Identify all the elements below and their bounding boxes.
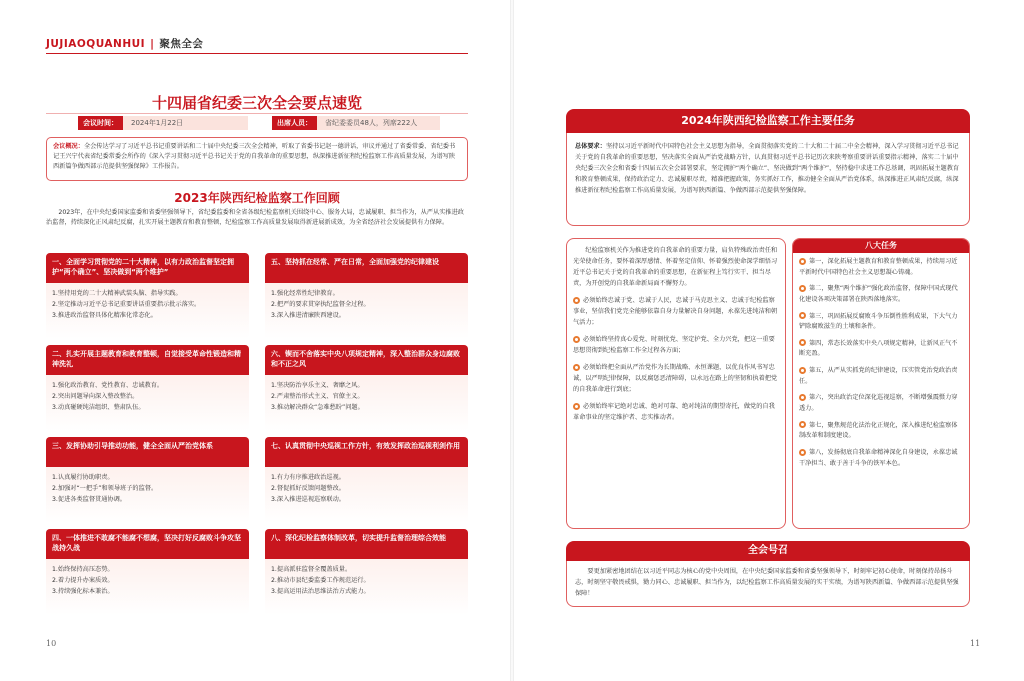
card-title: 七、认真贯彻中央巡视工作方针，有效发挥政治巡视利剑作用 <box>265 437 468 467</box>
review-text: 2023年，在中央纪委国家监委和省委坚强领导下，省纪委监委和全省各级纪检监察机关围绕中心、服务大局，忠诚履职、担当作为，从严从实推进政治监督，持续深化正风肃纪反腐，扎实开展主题教育和教育整顿，纪检监察工作高质量发展取得新进展新成效，为全省经济社会发展提供有力保障。 <box>46 209 464 226</box>
card-item: 2.把严的要求贯穿执纪监督全过程。 <box>271 301 370 308</box>
card-item: 1.提高派驻监督全覆盖质量。 <box>271 566 352 573</box>
card-item: 3.动真碰硬纯洁组织、整肃队伍。 <box>52 404 145 411</box>
bullet-circle-icon <box>573 364 580 371</box>
task-item: 第六，突出政治定位深化巡视巡察，不断增强震慑力穿透力。 <box>799 394 958 412</box>
summary-label: 会议概况： <box>53 143 84 150</box>
principle-item: 必须始终牢记绝对忠诚、绝对可靠、绝对纯洁的期望寄托，做党的自我革命事业的坚定维护者、忠实推动者。 <box>573 403 775 421</box>
card-title: 六、锲而不舍落实中央八项规定精神，深入整治群众身边腐败和不正之风 <box>265 345 468 375</box>
card-item: 1.强化政治教育、党性教育、忠诚教育。 <box>52 382 164 389</box>
eight-tasks-title: 八大任务 <box>793 239 969 253</box>
card-title: 八、深化纪检监察体制改革，切实提升监督治理综合效能 <box>265 529 468 559</box>
card-title: 三、发挥协助引导推动功能，健全全面从严治党体系 <box>46 437 249 467</box>
review-card-2 <box>46 345 249 431</box>
task-item: 第三，巩固拓展反腐败斗争压倒性胜利成果，下大气力铲除腐败滋生的土壤和条件。 <box>799 312 958 331</box>
page-number-right: 11 <box>970 639 981 648</box>
task-item: 第四，常态长效落实中央八项规定精神，让新风正气不断充盈。 <box>799 339 958 358</box>
meeting-summary <box>46 137 468 181</box>
call-title: 全会号召 <box>566 541 970 561</box>
title-rule <box>46 113 468 114</box>
attendees-bar <box>272 116 440 130</box>
principle-item: 必须始终把全面从严治党作为长期战略、永恒课题，以优良作风书写忠诚，以严明纪律保障，以反腐惩恶清障碍，以永远在路上的坚韧和执着把党的自我革命进行到底； <box>573 364 778 393</box>
card-title: 五、坚持抓在经常、严在日常，全面加强党的纪律建设 <box>265 253 468 283</box>
bullet-circle-icon <box>799 258 806 265</box>
card-item: 1.认真履行协助职责。 <box>52 474 114 481</box>
self-revolution-box <box>566 238 786 529</box>
card-item: 2.督促抓好反馈问题整改。 <box>271 485 345 492</box>
review-card-6 <box>265 345 468 431</box>
call-text: 要更加紧密地团结在以习近平同志为核心的党中央周围，在中央纪委国家监委和省委坚强领导下，时刻牢记初心使命，时刻保持昂扬斗志，时刻坚守敬畏戒惧，勠力同心、忠诚履职、担当作为，以纪检监察工作高质量发展的实干实绩，为谱写陕西新篇、争做西部示范提供坚强保障！ <box>566 561 970 607</box>
card-item: 3.持续强化标本兼治。 <box>52 588 114 595</box>
bullet-circle-icon <box>799 285 806 292</box>
card-title: 二、扎实开展主题教育和教育整顿，自觉接受革命性锻造和精神洗礼 <box>46 345 249 375</box>
book-spine <box>510 0 514 681</box>
task-item: 第一，深化拓展主题教育和教育整顿成果，持续用习近平新时代中国特色社会主义思想凝心铸魂。 <box>799 258 958 276</box>
card-title: 四、一体推进不敢腐不能腐不想腐，坚决打好反腐败斗争攻坚战持久战 <box>46 529 249 559</box>
bullet-circle-icon <box>573 336 580 343</box>
card-item: 2.严肃整治形式主义、官僚主义。 <box>271 393 364 400</box>
bullet-circle-icon <box>799 421 806 428</box>
review-card-1 <box>46 253 249 339</box>
review-card-3 <box>46 437 249 523</box>
header-rule <box>46 53 468 54</box>
review-card-8 <box>265 529 468 615</box>
card-item: 3.推进政治监督具体化精准化常态化。 <box>52 312 157 319</box>
bullet-circle-icon <box>573 297 580 304</box>
self-revolution-intro: 纪检监察机关作为推进党的自我革命的重要力量，肩负特殊政治责任和光荣使命任务，要怀着深厚感情、怀着坚定信仰、怀着强烈使命深学细悟习近平总书记关于党的自我革命的重要思想，在新征程上笃行实干、担当尽责，为开创党的自我革命新局面不懈努力。 <box>573 247 778 287</box>
review-card-5 <box>265 253 468 339</box>
card-item: 3.深入推进清廉陕西建设。 <box>271 312 345 319</box>
left-page-title: 十四届省纪委三次全会要点速览 <box>151 94 362 112</box>
card-item: 1.始终保持高压态势。 <box>52 566 114 573</box>
review-card-7 <box>265 437 468 523</box>
attendees-value: 省纪委委员48人，列席222人 <box>317 116 440 130</box>
principle-item: 必须始终坚持真心爱党、时刻忧党、坚定护党、全力兴党，把这一重要思想贯彻到纪检监察工作全过程各方面； <box>573 336 775 354</box>
bullet-circle-icon <box>799 312 806 319</box>
review-card-4 <box>46 529 249 615</box>
review-title: 2023年陕西纪检监察工作回顾 <box>174 191 340 205</box>
page-number-left: 10 <box>46 639 57 648</box>
bullet-circle-icon <box>799 449 806 456</box>
card-item: 3.深入推进巡视巡察联动。 <box>271 496 345 503</box>
card-item: 2.加强对“一把手”和领导班子的监督。 <box>52 485 158 492</box>
card-item: 1.有力有序推进政治巡视。 <box>271 474 345 481</box>
attendees-label: 出席人员： <box>272 116 317 130</box>
summary-text: 全会传达学习了习近平总书记重要讲话和二十届中央纪委三次全会精神，听取了省委书记赵一德讲话，审议并通过了省委常委、省纪委书记王兴宁代表省纪委常委会所作的《深入学习贯彻习近平总书记关于党的自我革命的重要思想，纵深推进新征程纪检监察工作高质量发展，为谱写陕西新篇争做西部示范提供坚强保障》工作报告。 <box>53 143 456 170</box>
meeting-time-value: 2024年1月22日 <box>123 116 248 130</box>
eight-tasks-box <box>792 238 970 529</box>
card-item: 2.突出问题导向深入整改整治。 <box>52 393 139 400</box>
header-brand: JUJIAOQUANHUI <box>46 38 146 50</box>
card-item: 3.推动解决群众“急难愁盼”问题。 <box>271 404 364 411</box>
bullet-circle-icon <box>799 339 806 346</box>
card-item: 2.坚定推动习近平总书记重要讲话重要指示批示落实。 <box>52 301 201 308</box>
card-item: 2.推动市县纪委监委工作规范运行。 <box>271 577 370 584</box>
task-item: 第七，聚焦规范化法治化正规化，深入推进纪检监察体制改革和制度建设。 <box>799 421 958 440</box>
bullet-circle-icon <box>799 394 806 401</box>
meeting-time-bar <box>78 116 248 130</box>
overall-text: 坚持以习近平新时代中国特色社会主义思想为指导，全面贯彻落实党的二十大和二十届二中全会精神，深入学习贯彻习近平总书记关于党的自我革命的重要思想，坚决落实全面从严治党战略方针，认真贯彻习近平总书记历次来陕考察重要讲话重要指示精神，落实二十届中央纪委三次全会和省委十四届五次全会部署要求，坚定拥护“两个确立”、坚决做到“两个维护”，坚持稳中求进工作总基调，巩固拓展主题教育和教育整顿成果，保持政治定力、忠诚履职尽责，精准把握政策，务实抓好工作，推动健全全面从严治党体系，纵深推进正风肃纪反腐，纵深推进新征程纪检监察工作高质量发展，为谱写陕西新篇、争做西部示范提供坚强保障。 <box>575 143 960 194</box>
overall-label: 总体要求： <box>575 143 606 150</box>
bullet-circle-icon <box>573 403 580 410</box>
card-item: 1.强化经常性纪律教育。 <box>271 290 339 297</box>
main-tasks-title: 2024年陕西纪检监察工作主要任务 <box>566 109 970 133</box>
overall-requirements <box>566 133 970 226</box>
running-header <box>46 36 203 51</box>
card-item: 2.着力提升办案质效。 <box>52 577 114 584</box>
task-item: 第二，聚焦“两个维护”强化政治监督，保障中国式现代化建设各项决策部署在陕西落地落实。 <box>799 285 958 303</box>
header-section: 聚焦全会 <box>159 38 204 50</box>
principle-item: 必须始终忠诚于党、忠诚于人民，忠诚于马克思主义、忠诚于纪检监察事业，坚信我们党完全能够依靠自身力量解决自身问题，永葆先进纯洁和朝气活力； <box>573 297 778 326</box>
bullet-circle-icon <box>799 367 806 374</box>
task-item: 第五，从严从实抓党的纪律建设，压实管党治党政治责任。 <box>799 367 958 385</box>
card-item: 3.提高运用法治思维法治方式能力。 <box>271 588 370 595</box>
header-separator: | <box>150 38 155 50</box>
card-title: 一、全面学习贯彻党的二十大精神，以有力政治监督坚定拥护“两个确立”、坚决做到“两个维护” <box>46 253 249 283</box>
card-item: 3.促进各类监督贯通协调。 <box>52 496 126 503</box>
card-item: 1.坚决防治享乐主义、奢靡之风。 <box>271 382 364 389</box>
task-item: 第八，发扬彻底自我革命精神深化自身建设，永葆忠诚干净担当、敢于善于斗争的铁军本色。 <box>799 449 958 467</box>
meeting-time-label: 会议时间： <box>78 116 123 130</box>
card-item: 1.坚持用党的二十大精神武装头脑、指导实践。 <box>52 290 182 297</box>
